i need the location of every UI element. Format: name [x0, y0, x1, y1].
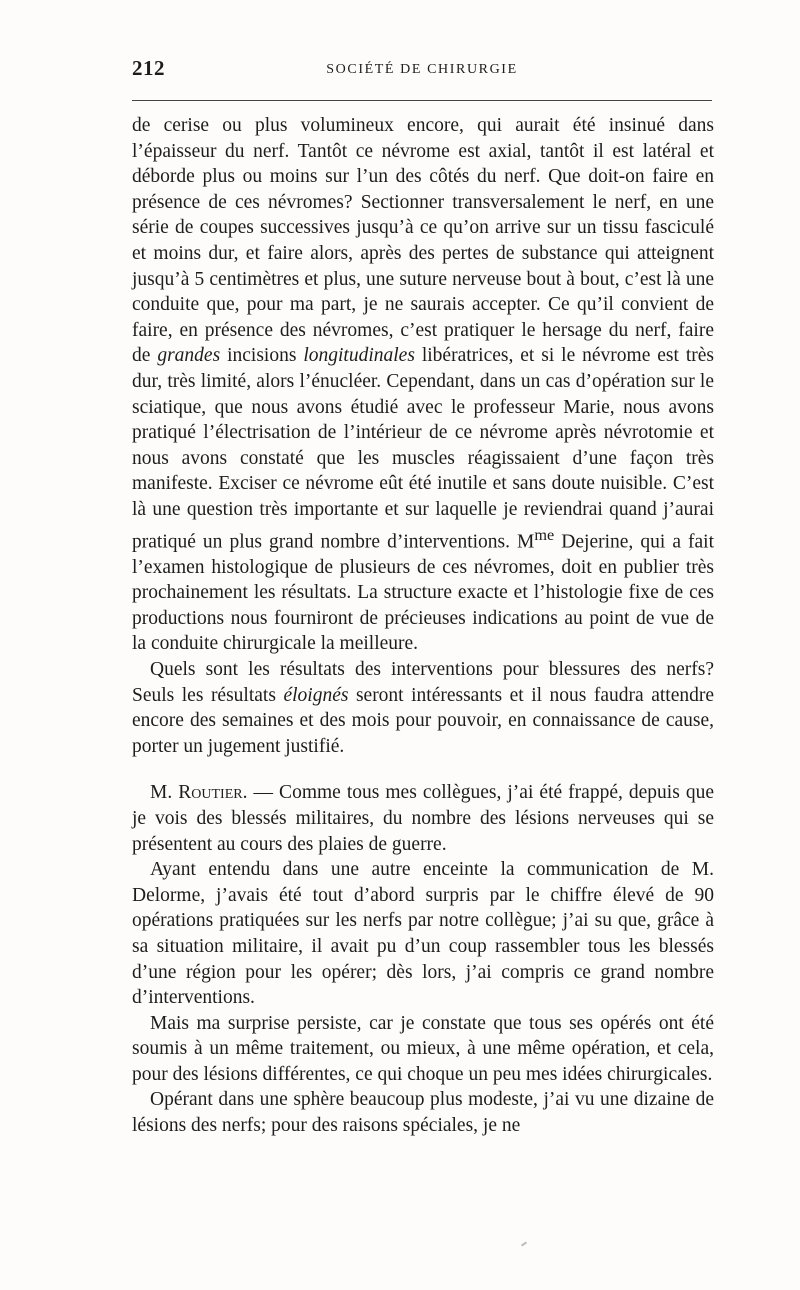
- paragraph-4: Ayant entendu dans une autre enceinte la communication de M. Delorme, j’avais été tout d’abord surpris par le chiffre élevé de 90 opérations pratiquées sur les nerfs par notre collègue; j’ai su que, grâce à sa situation militaire, il avait pu d’un coup rassembler tous les blessés d’une région pour les opérer; dès lors, j’ai compris ce grand nombre d’interventions.: [132, 859, 714, 1009]
- running-head: SOCIÉTÉ DE CHIRURGIE: [326, 62, 518, 77]
- paragraph-6: Opérant dans une sphère beaucoup plus modeste, j’ai vu une dizaine de lésions des nerfs; pour des raisons spéciales, je ne: [132, 1089, 714, 1137]
- paragraph-1: de cerise ou plus volumineux encore, qui aurait été insinué dans l’épaisseur du nerf. Tantôt ce névrome est axial, tantôt il est latéral et déborde plus ou moins sur l’un des côtés du nerf. Que doit-on faire en présence de ces névromes? Sectionner transversalement le nerf, en une série de coupes successives jusqu’à ce qu’on arrive sur un tissu fasciculé et moins dur, et faire alors, après des pertes de substance qui atteignent jusqu’à 5 centimètres et plus, une suture nerveuse bout à bout, c’est là une conduite que, pour ma part, je ne saurais accepter. Ce qu’il convient de faire, en présence des névromes, c’est pratiquer le hersage du nerf, faire de grandes incisions longitudinales libératrices, et si le névrome est très dur, très limité, alors l’énucléer. Cependant, dans un cas d’opération sur le sciatique, que nous avons étudié avec le professeur Marie, nous avons pratiqué l’électrisation de l’intérieur de ce névrome après névrotomie et nous avons constaté que les muscles réagissaient d’une façon très manifeste. Exciser ce névrome eût été inutile et sans doute nuisible. C’est là une question très importante et sur laquelle je reviendrai quand j’aurai pratiqué un plus grand nombre d’interventions. $M^{me}$ Dejerine, qui a fait l’examen histologique de plusieurs de ces névromes, doit en publier très prochainement les résultats. La structure exacte et l’histologie fixe de ces productions nous fourniront de précieuses indications au point de vue de la conduite chirurgicale la meilleure.: [132, 115, 715, 655]
- paragraph-2: Quels sont les résultats des interventions pour blessures des nerfs? Seuls les résultats éloignés seront intéressants et il nous faudra attendre encore des semaines et des mois pour pouvoir, en connaissance de cause, porter un jugement justifié.: [132, 658, 714, 757]
- emphasis-eloignes: éloignés: [283, 684, 349, 706]
- paragraph-3: M. Routier. — Comme tous mes collègues, j’ai été frappé, depuis que je vois des blessés militaires, du nombre des lésions nerveuses qui se présentent au cours des plaies de guerre.: [132, 782, 714, 855]
- scan-speck: [521, 1241, 527, 1246]
- superscript-me: me: [534, 525, 555, 544]
- emphasis-longitudinales: longitudinales: [303, 345, 415, 367]
- page-header: [132, 56, 712, 86]
- page-number: 212: [132, 56, 165, 80]
- header-rule: [132, 100, 712, 101]
- body-text: [132, 113, 714, 1139]
- emphasis-grandes: grandes: [157, 345, 221, 367]
- speaker-name: Routier: [178, 782, 243, 804]
- paragraph-5: Mais ma surprise persiste, car je constate que tous ses opérés ont été soumis à un même traitement, ou mieux, à une même opération, et cela, pour des lésions différentes, ce qui choque un peu mes idées chirurgicales.: [132, 1012, 714, 1085]
